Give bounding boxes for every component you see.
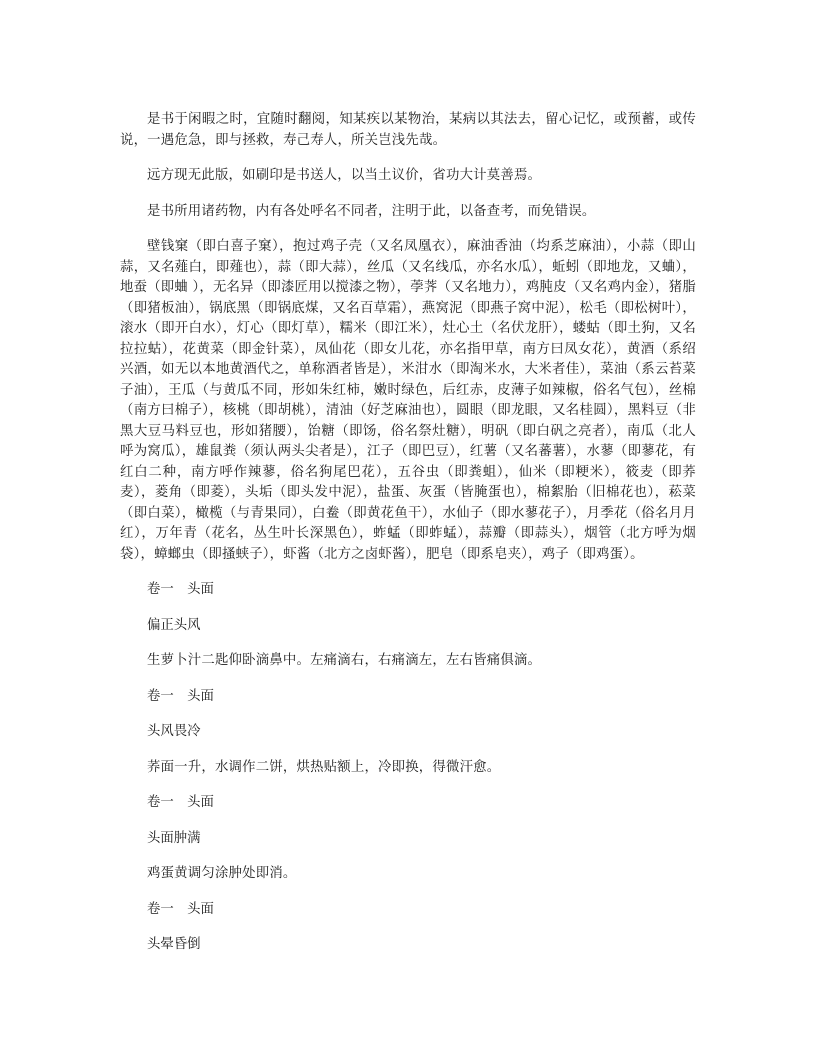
document-page bbox=[120, 110, 696, 971]
section-title: 头面肿满 bbox=[147, 830, 201, 846]
volume-heading: 卷一 头面 bbox=[147, 688, 214, 704]
volume-heading: 卷一 头面 bbox=[147, 901, 214, 917]
volume-heading: 卷一 头面 bbox=[147, 795, 214, 810]
section-body: 荞面一升，水调作二饼，烘热贴额上，冷即换，得微汗愈。 bbox=[147, 759, 501, 775]
section-title: 偏正头风 bbox=[147, 617, 201, 633]
section-body: 鸡蛋黄调匀涂肿处即消。 bbox=[147, 866, 297, 881]
section-title: 头晕昏倒 bbox=[147, 937, 201, 952]
volume-heading: 卷一 头面 bbox=[147, 582, 214, 597]
intro-paragraph-1: 是书于闲暇之时，宜随时翻阅，知某疾以某物治，某病以其法去，留心记忆，或预蓄，或传说，一遇危急，即与拯救，寿己寿人，所关岂浅先哉。 bbox=[120, 112, 696, 148]
section-body: 生萝卜汁二匙仰卧滴鼻中。左痛滴右，右痛滴左，左右皆痛俱滴。 bbox=[147, 653, 542, 668]
section-title: 头风畏冷 bbox=[147, 724, 201, 739]
glossary-paragraph: 壁钱窠（即白喜子窠），抱过鸡子壳（又名凤凰衣），麻油香油（均系芝麻油），小蒜（即山蒜，又名薤白，即薤也），蒜（即大蒜），丝瓜（又名线瓜，亦名水瓜），蚯蚓（即地龙，又蛐），地蚕（即蛐 ），无名异（即漆匠用以搅漆之物），荸荠（又名地力），鸡肫皮（又名鸡内金），猪脂（即猪板油），锅底黑（即锅底煤，又名百草霜），燕窝泥（即燕子窝中泥），松毛（即松树叶），滚水（即开白水），灯心（即灯草），糯米（即江米），灶心土（名伏龙肝），蝼蛄（即土狗，又名拉拉蛄），花黄菜（即金针菜），凤仙花（即女儿花，亦名指甲草，南方曰凤女花），黄酒（系绍兴酒，如无以本地黄酒代之，单称酒者皆是），米泔水（即淘米水，大米者佳），菜油（系云苔菜子油），王瓜（与黄瓜不同，形如朱红柿，嫩时绿色，后红赤，皮薄子如辣椒，俗名气包），丝棉（南方曰棉子），核桃（即胡桃），清油（好芝麻油也），圆眼（即龙眼，又名桂圆），黑料豆（非黑大豆马料豆也，形如猪腰），饴糖（即饧，俗名祭灶糖），明矾（即白矾之亮者），南瓜（北人呼为窝瓜），雄鼠粪（须认两头尖者是），江子（即巴豆），红薯（又名蕃薯），水蓼（即蓼花，有红白二种，南方呼作辣蓼，俗名狗尾巴花），五谷虫（即粪蛆），仙米（即粳米），筱麦（即荞麦），菱角（即菱），头垢（即头发中泥），盐蛋、灰蛋（皆腌蛋也），棉絮胎（旧棉花也），菘菜（即白菜），橄榄（与青果同），白鲞（即黄花鱼干），水仙子（即水蓼花子），月季花（俗名月月红），万年青（花名，丛生叶长深黑色），蚱蜢（即蚱蜢），蒜瓣（即蒜头），烟管（北方呼为烟袋），蟑螂虫（即搔蛱子），虾酱（北方之卤虾酱），肥皂（即系皂夹），鸡子（即鸡蛋）。 bbox=[120, 239, 696, 562]
intro-paragraph-3: 是书所用诸药物，内有各处呼名不同者，注明于此，以备查考，而免错误。 bbox=[147, 203, 596, 219]
intro-paragraph-2: 远方现无此版，如刷印是书送人，以当土议价，省功大计莫善焉。 bbox=[147, 168, 542, 183]
